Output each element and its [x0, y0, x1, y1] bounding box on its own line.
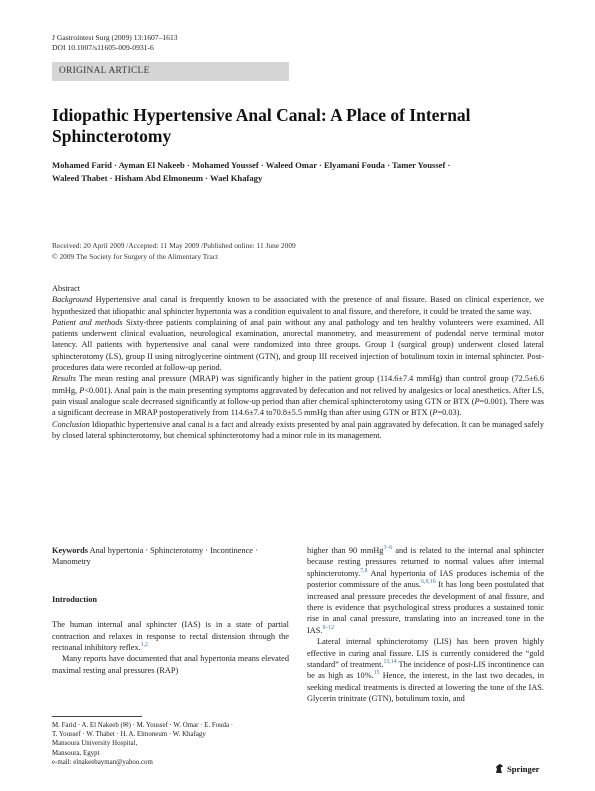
abstract-methods [52, 317, 544, 373]
journal-citation-line: J Gastrointest Surg (2009) 13:1607–1613 [52, 33, 178, 42]
affiliation-line: Mansoura University Hospital, [52, 740, 138, 748]
publisher-logo [507, 764, 539, 774]
right-text-6: The incidence of post-LIS incontinence can be as high as 10%. [307, 660, 544, 681]
footnote-divider [52, 716, 142, 717]
right-paragraph-2 [307, 636, 544, 704]
citation-ref[interactable]: 7,8 [360, 567, 368, 574]
results-label: Results [52, 374, 76, 384]
conclusion-text: Idiopathic hypertensive anal canal is a fact and already exists presented by anal pain aggravated by defecation. It can be managed safely by closed lateral sphincterotomy, but chemical sphincterotomy had a minor role in its management. [52, 419, 544, 440]
article-type-label: ORIGINAL ARTICLE [59, 66, 150, 76]
citation-ref[interactable]: 13,14 [383, 659, 397, 666]
dates-line: Received: 20 April 2009 /Accepted: 11 May 2009 /Published online: 11 June 2009 [52, 241, 296, 250]
background-label: Background [52, 295, 93, 305]
right-text-2: and is related to the internal anal sphincter because resting pressures returned to normal values after internal sphincterotomy. [307, 546, 544, 578]
right-paragraph-1 [307, 545, 544, 636]
springer-horse-icon [494, 763, 505, 774]
citation-ref[interactable]: 1,2 [140, 642, 148, 649]
citation-ref[interactable]: 3–6 [383, 545, 393, 551]
right-text-1: higher than 90 mmHg [307, 546, 384, 555]
citation-ref[interactable]: 9–12 [322, 624, 335, 631]
results-text-2: <0.001). Anal pain is the main presenting symptoms aggravated by defecation and not relived by analgesics or local anesthetics. After LS, pain visual analogue scale decreased significantly at follow-up period than after chemical sphincterotomy using GTN or BTX ( [52, 385, 544, 406]
citation-ref[interactable]: 6,9,10 [421, 579, 436, 586]
doi-line: DOI 10.1007/s11605-009-0931-6 [52, 43, 154, 52]
background-text: Hypertensive anal canal is frequently known to be associated with the presence of anal fissure. Based on clinical experience, we hypothesized that idiopathic anal sphincter hypertonia was a condition equivalent to anal fissure, and therefore, it could be treated the same way. [52, 295, 544, 316]
p-value-label-1: P [79, 385, 85, 395]
keywords [52, 545, 289, 568]
article-type-banner [52, 62, 289, 81]
conclusion-label: Conclusion [52, 419, 90, 429]
author-list: Mohamed Farid · Ayman El Nakeeb · Mohamed Youssef · Waleed Omar · Elyamani Fouda · Tamer Youssef · Waleed Thabet · Hisham Abd Elmoneum · Wael Khafagy [52, 160, 451, 183]
citation-ref[interactable]: 15 [373, 670, 380, 677]
abstract-heading: Abstract [52, 284, 81, 293]
affiliation-line: Mansoura, Egypt [52, 749, 100, 757]
journal-citation [52, 33, 178, 53]
article-title: Idiopathic Hypertensive Anal Canal: A Place of Internal Sphincterotomy [52, 105, 471, 146]
author-affiliation [52, 721, 289, 767]
p-value-label-2: P [474, 396, 480, 406]
intro-paragraph-2: Many reports have documented that anal hypertonia means elevated maximal resting anal pressures (RAP) [52, 654, 289, 675]
email-line[interactable]: e-mail: elnakeebayman@yahoo.com [52, 758, 153, 766]
introduction-heading: Introduction [52, 594, 98, 604]
abstract-results [52, 373, 544, 418]
abstract-conclusion [52, 419, 544, 442]
publication-history [52, 241, 532, 262]
methods-text: Sixty-three patients complaining of anal pain without any anal pathology and ten healthy volunteers were examined. All patients underwent clinical evaluation, neurological examination, anorectal manometry, and measurement of pudendal nerve terminal motor latency. All patients with hypertensive anal canal were randomized into three groups. Group I (surgical group) underwent closed lateral sphincterotomy (LS), group II using nitroglycerine ointment (GTN), and group III received injection of botulinum toxin in internal sphincter. Post-procedures data were recorded at follow-up period. [52, 317, 545, 373]
right-column [307, 545, 544, 705]
results-text-1: The mean resting anal pressure (MRAP) was significantly higher in the patient group (114.6±7.4 mmHg) than control group (72.5±6.6 mmHg, [52, 374, 544, 395]
left-column [52, 545, 289, 676]
results-text-4: =0.03). [437, 408, 462, 418]
p-value-label-3: P [432, 408, 438, 418]
intro-paragraph-1 [52, 619, 289, 653]
right-text-7: Hence, the interest, in the last two decades, in seeking medical treatments is directed at lowering the tone of the IAS. Glycerin trinitrate (GTN), botulinum toxin, and [307, 671, 545, 704]
keywords-label: Keywords [52, 546, 88, 555]
keywords-text: Anal hypertonia · Sphincterotomy · Incontinence · Manometry [52, 546, 258, 567]
abstract [52, 283, 544, 441]
intro-p1-text: The human internal anal sphincter (IAS) is in a state of partial contraction and relaxes in response to rectal distension through the rectoanal inhibitory reflex. [52, 620, 289, 653]
affiliation-line: T. Youssef · W. Thabet · H. A. Elmoneum · W. Khafagy [52, 731, 206, 739]
results-text-3: =0.001). There was a significant decrease in MRAP postoperatively from 114.6±7.4 to70.8±5.5 mmHg than after using GTN or BTX ( [52, 396, 544, 418]
publisher-name: Springer [507, 764, 540, 774]
affiliation-line: M. Farid · A. El Nakeeb (✉) · M. Youssef · W. Omar · E. Fouda · [52, 722, 234, 729]
copyright-line: © 2009 The Society for Surgery of the Alimentary Tract [52, 251, 219, 261]
abstract-background [52, 294, 544, 317]
methods-label: Patient and methods [52, 317, 123, 327]
right-text-3: Anal hypertonia of IAS produces ischemia of the posterior commissure of the anus. [307, 568, 544, 590]
right-text-4: It has long been postulated that increased anal pressure precedes the development of anal fissure, and there is evidence that psychological stress produces a sustained tonic rise in anal canal pressure, translating into an increased tone in the IAS. [307, 580, 545, 635]
right-text-5: Lateral internal sphincterotomy (LIS) has been proven highly effective in curing anal fissure. LIS is currently considered the “gold standard” of treatment. [307, 637, 544, 670]
